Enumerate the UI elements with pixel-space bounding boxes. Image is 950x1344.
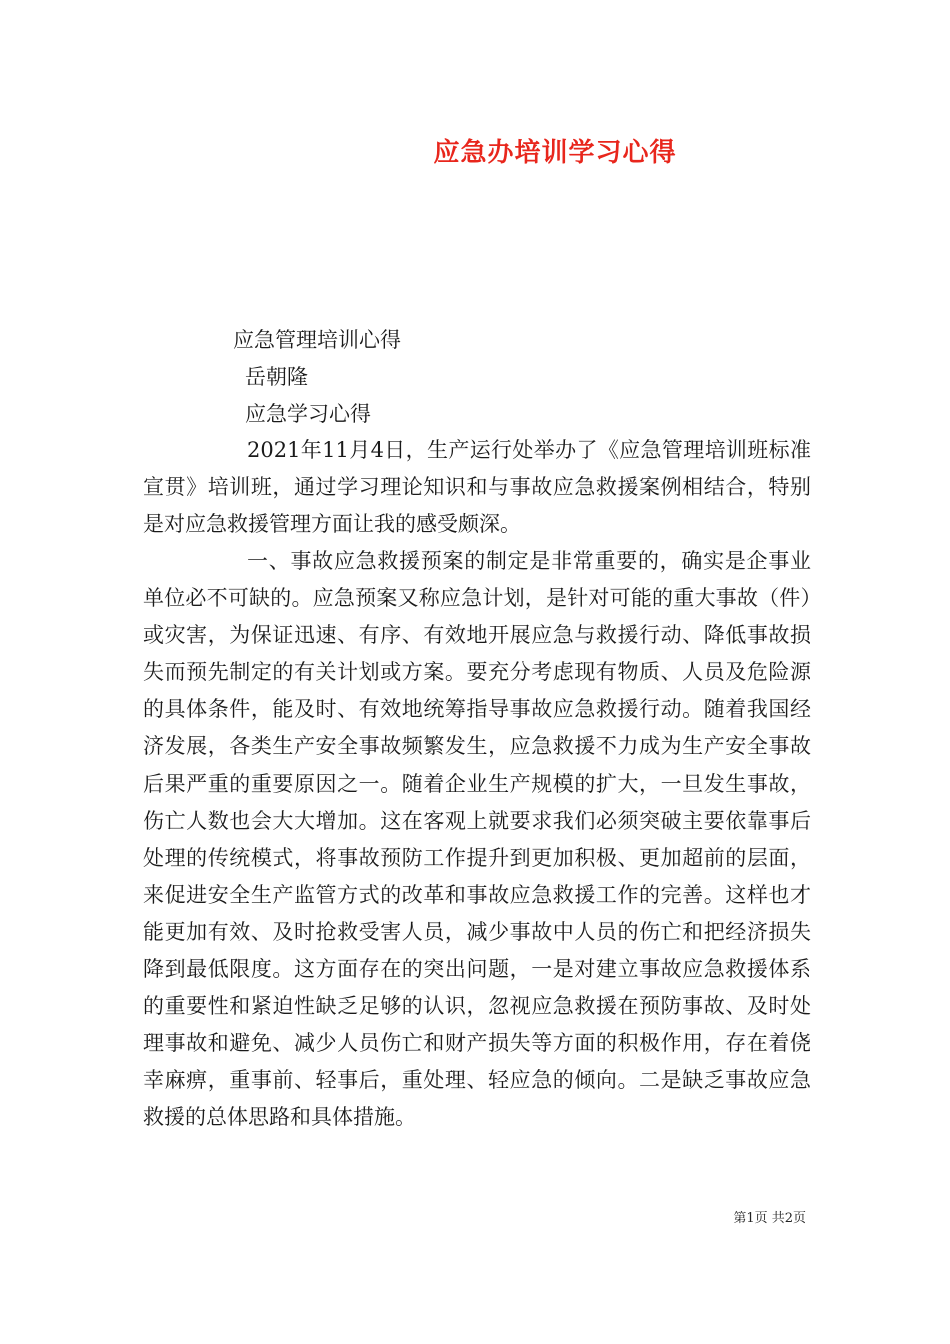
page-title: 应急办培训学习心得	[433, 138, 677, 168]
document-heading: 应急管理培训心得	[233, 328, 401, 352]
page-number: 第1页 共2页	[733, 1211, 806, 1226]
author-name: 岳朝隆	[245, 365, 308, 389]
paragraph-intro: 2021年11月4日，生产运行处举办了《应急管理培训班标准宣贯》培训班，通过学习理论知识和与事故应急救援案例相结合，特别是对应急救援管理方面让我的感受颇深。	[143, 438, 811, 537]
paragraph-section-one: 一、事故应急救援预案的制定是非常重要的，确实是企事业单位必不可缺的。应急预案又称应急计划，是针对可能的重大事故（件）或灾害，为保证迅速、有序、有效地开展应急与救援行动、降低事故损失而预先制定的有关计划或方案。要充分考虑现有物质、人员及危险源的具体条件，能及时、有效地统筹指导事故应急救援行动。随着我国经济发展，各类生产安全事故频繁发生，应急救援不力成为生产安全事故后果严重的重要原因之一。随着企业生产规模的扩大，一旦发生事故，伤亡人数也会大大增加。这在客观上就要求我们必须突破主要依靠事后处理的传统模式，将事故预防工作提升到更加积极、更加超前的层面，来促进安全生产监管方式的改革和事故应急救援工作的完善。这样也才能更加有效、及时抢救受害人员，减少事故中人员的伤亡和把经济损失降到最低限度。这方面存在的突出问题，一是对建立事故应急救援体系的重要性和紧迫性缺乏足够的认识，忽视应急救援在预防事故、及时处理事故和避免、减少人员伤亡和财产损失等方面的积极作用，存在着侥幸麻痹，重事前、轻事后，重处理、轻应急的倾向。二是缺乏事故应急救援的总体思路和具体措施。	[143, 549, 811, 1130]
document-subtitle: 应急学习心得	[245, 402, 371, 426]
